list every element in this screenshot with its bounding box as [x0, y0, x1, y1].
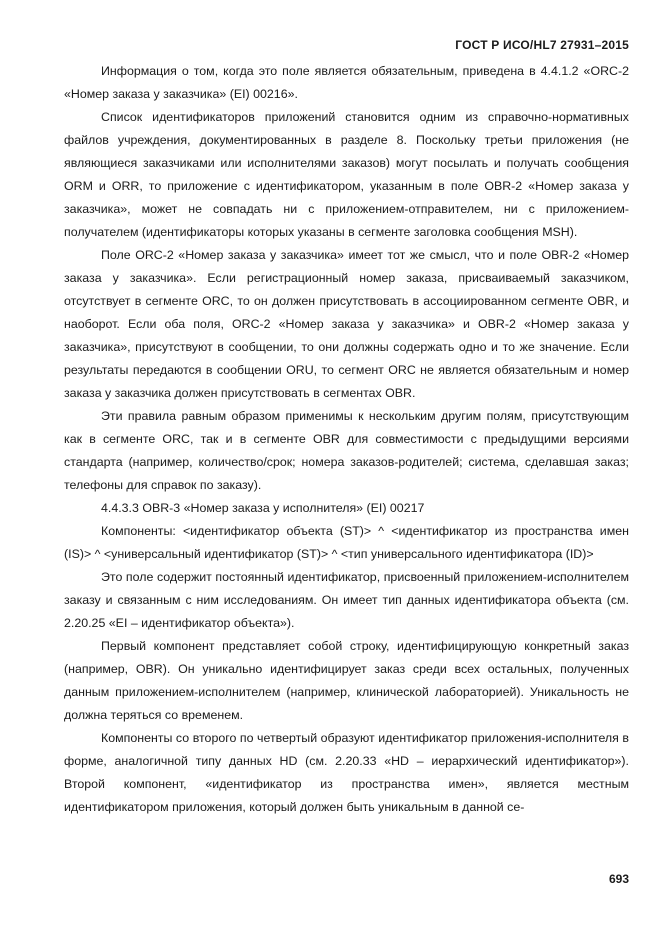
paragraph-orc2-meaning: Поле ORC-2 «Номер заказа у заказчика» имеет тот же смысл, что и поле OBR-2 «Номер заказа у заказчика». Если регистрационный номер заказа, присваиваемый заказчиком, отсутствует в сегменте ORC, то он должен присутствовать в ассоциированном сегменте OBR, и наоборот. Если оба поля, ORC-2 «Номер заказа у заказчика» и OBR-2 «Номер заказа у заказчика», присутствуют в сообщении, то они должны содержать одно и то же значение. Если результаты передаются в сообщении ORU, то сегмент ORC не является обязательным и номер заказа у заказчика должен присутствовать в сегментах OBR. — [64, 248, 629, 400]
paragraph-application-identifiers: Список идентификаторов приложений становится одним из справочно-нормативных файлов учреждения, документированных в разделе 8. Поскольку третьи приложения (не являющиеся заказчиками или исполнителями заказов) могут посылать и получать сообщения ORM и ORR, то приложение с идентификатором, указанным в поле OBR-2 «Номер заказа у заказчика», может не совпадать ни с приложением-отправителем, ни с приложением-получателем (идентификаторы которых указаны в сегменте заголовка сообщения MSH). — [64, 110, 629, 239]
paragraph-field-description: Это поле содержит постоянный идентификатор, присвоенный приложением-исполнителем заказу и связанным с ним исследованиям. Он имеет тип данных идентификатора объекта (см. 2.20.25 «EI – идентификатор объекта»). — [64, 570, 629, 630]
paragraph-first-component: Первый компонент представляет собой строку, идентифицирующую конкретный заказ (например, OBR). Он уникально идентифицирует заказ среди всех остальных, полученных данным приложением-исполнителем (например, клинической лабораторией). Уникальность не должна теряться со временем. — [64, 639, 629, 722]
paragraph-rules-applicability: Эти правила равным образом применимы к нескольким другим полям, присутствующим как в сегменте ORC, так и в сегменте OBR для совместимости с предыдущими версиями стандарта (например, количество/срок; номера заказов-родителей; система, сделавшая заказ; телефоны для справок по заказу). — [64, 409, 629, 492]
paragraph-components: Компоненты: <идентификатор объекта (ST)> ^ <идентификатор из пространства имен (IS)> ^ <универсальный идентификатор (ST)> ^ <тип универсального идентификатора (ID)> — [64, 524, 629, 561]
paragraph-field-requirement-info: Информация о том, когда это поле является обязательным, приведена в 4.4.1.2 «ORC-2 «Номер заказа у заказчика» (EI) 00216». — [64, 64, 629, 101]
document-body — [64, 60, 629, 819]
document-header: ГОСТ Р ИСО/HL7 27931–2015 — [455, 38, 629, 52]
section-heading-obr3: 4.4.3.3 OBR-3 «Номер заказа у исполнителя» (EI) 00217 — [101, 501, 425, 515]
paragraph-components-two-to-four: Компоненты со второго по четвертый образуют идентификатор приложения-исполнителя в форме, аналогичной типу данных HD (см. 2.20.33 «HD – иерархический идентификатор»). Второй компонент, «идентификатор из пространства имен», является местным идентификатором приложения, который должен быть уникальным в данной се- — [64, 731, 629, 814]
page-number: 693 — [608, 872, 629, 886]
